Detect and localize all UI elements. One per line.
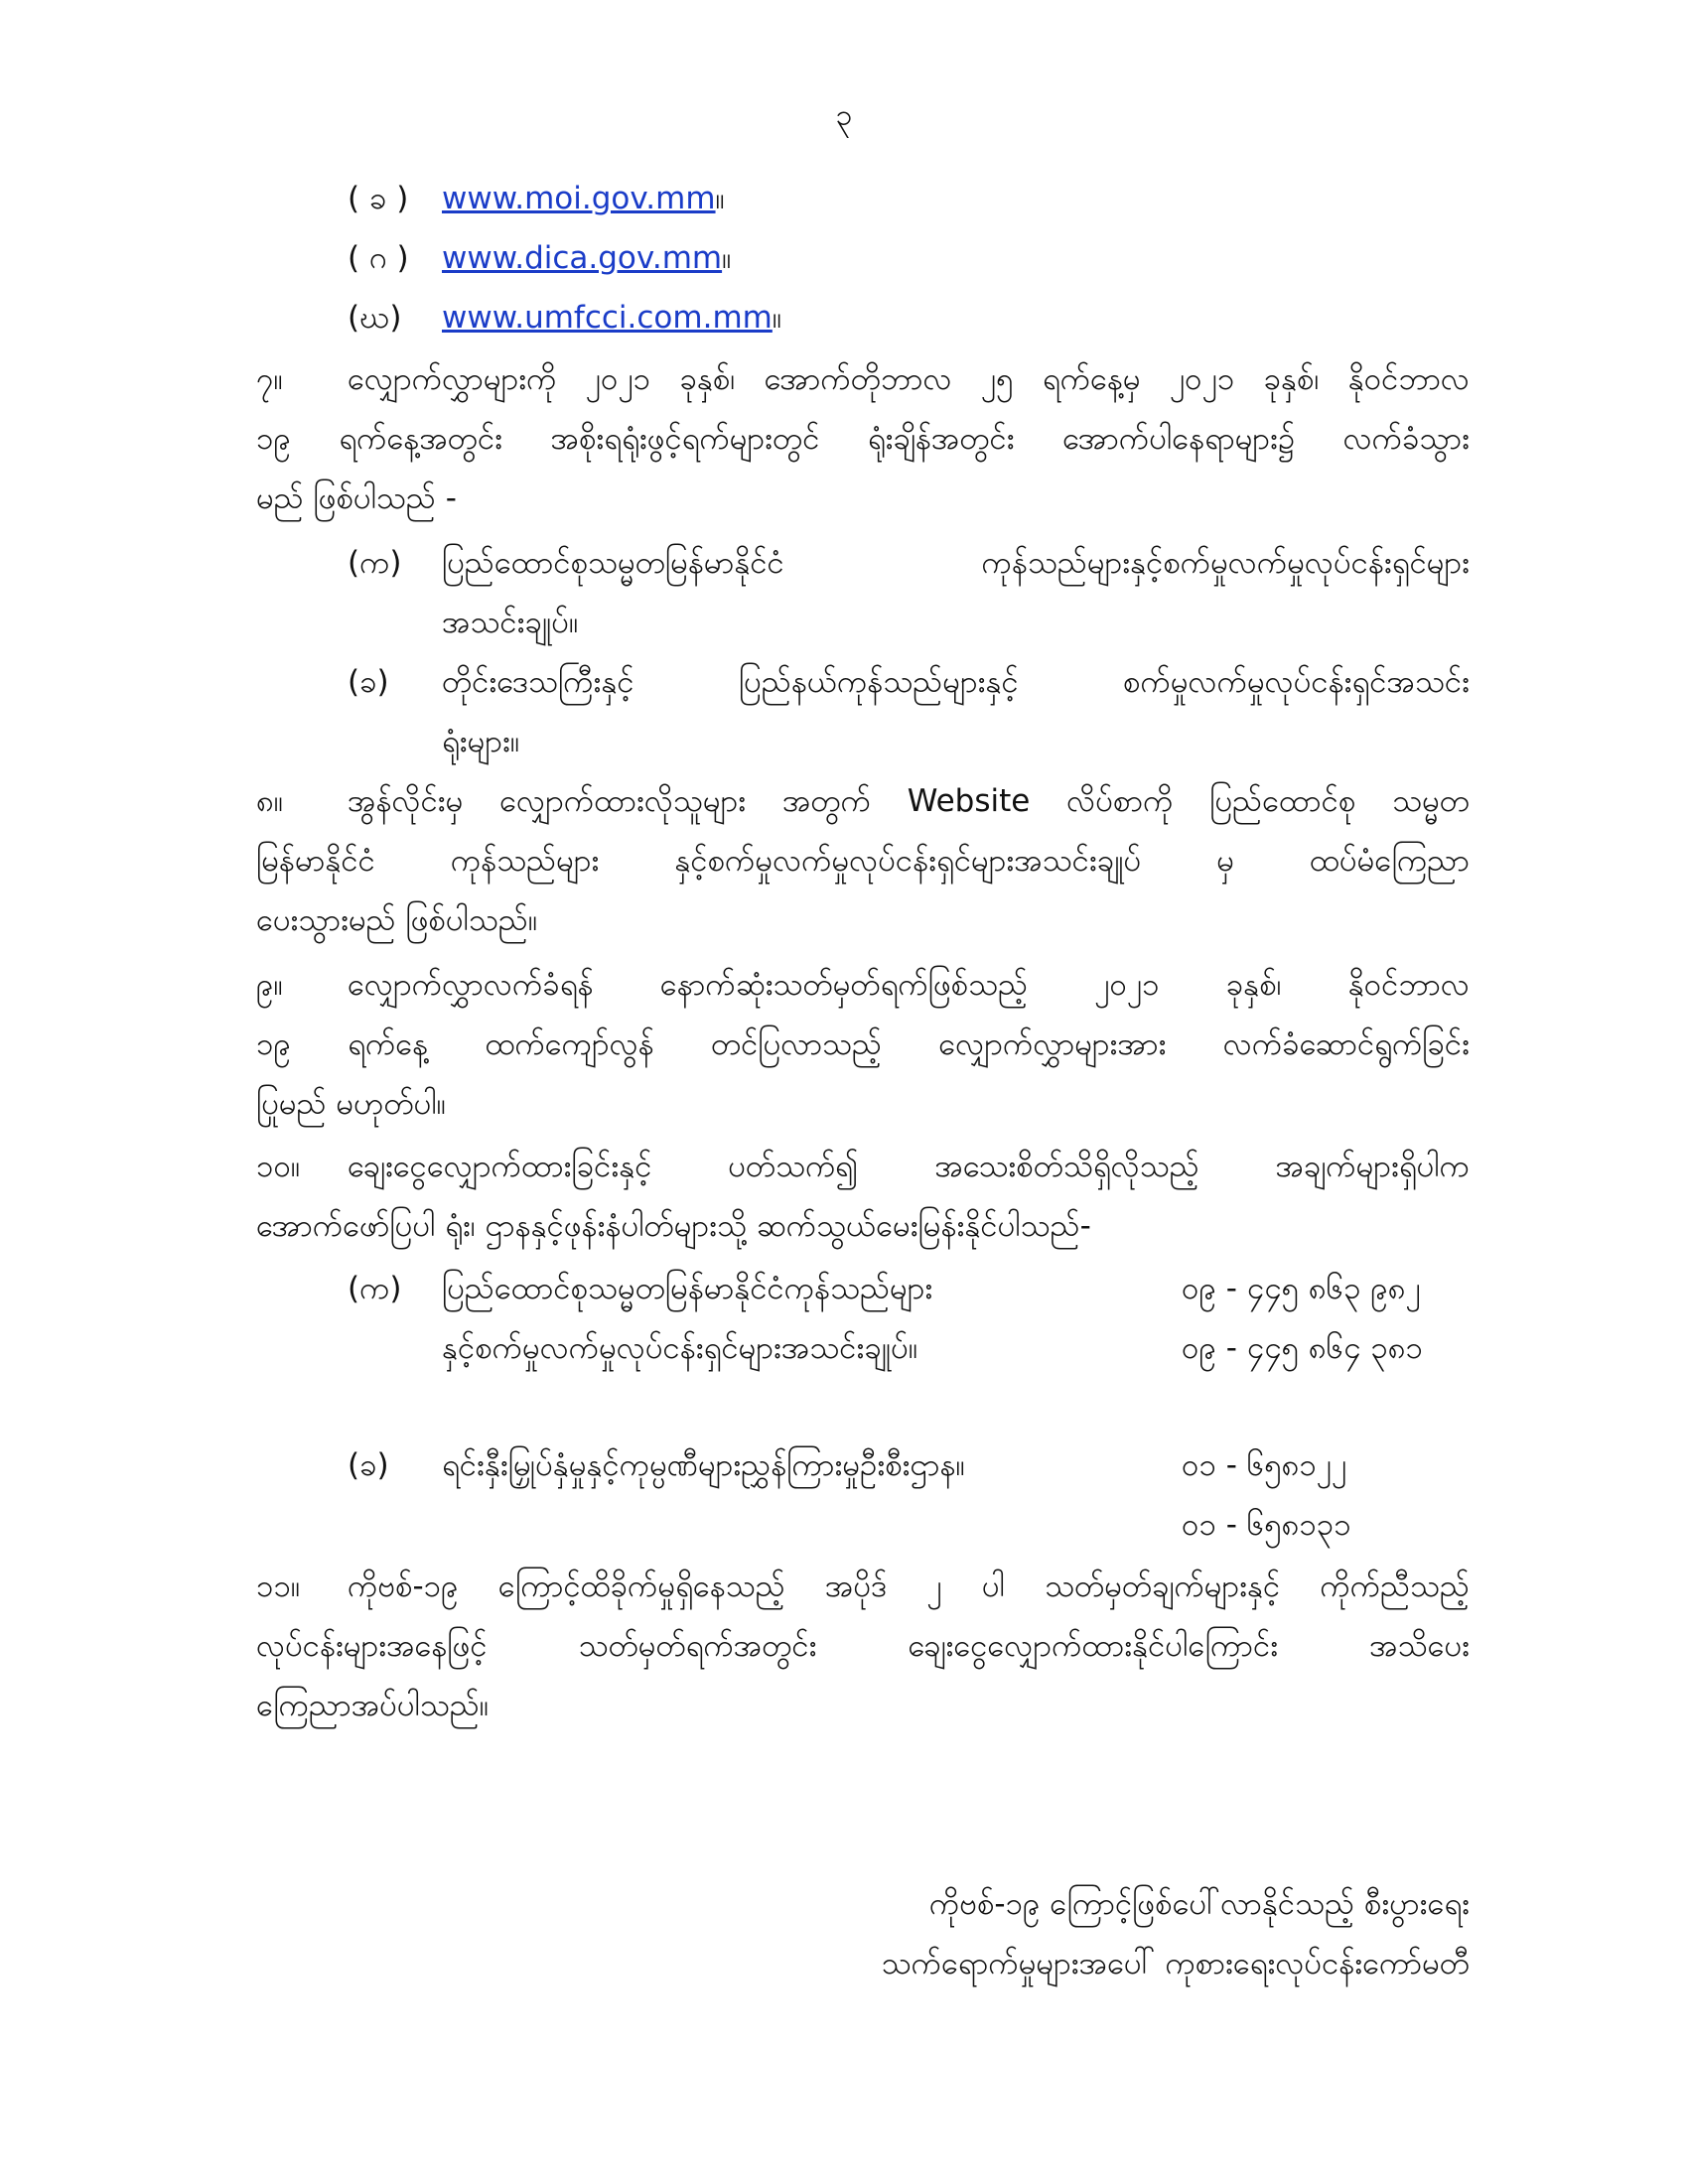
phone-number: ၀၉ - ၄၄၅ ၈၆၃ ၉၈၂ [1182, 1271, 1421, 1306]
contact-office: ရင်းနှီးမြှုပ်နှံမှုနှင့်ကုမ္ပဏီများညွှန်ကြားမှုဦးစီးဌာန။ [442, 1447, 965, 1483]
phone-number: ၀၁ - ၆၅၈၁၂၂ [1182, 1447, 1347, 1483]
paragraph-line: လုပ်ငန်းများအနေဖြင့် သတ်မှတ်ရက်အတွင်း ချေးငွေလျှောက်ထားနိုင်ပါကြောင်း အသိပေး [256, 1628, 1470, 1664]
list-item [442, 238, 731, 278]
paragraph-line: ၁၉ ရက်နေ့အတွင်း အစိုးရရုံးဖွင့်ရက်များတွင် ရုံးချိန်အတွင်း အောက်ပါနေရာများ၌ လက်ခံသွား [256, 421, 1470, 457]
list-item-suffix: ။ [722, 240, 732, 276]
paragraph-line: ၁၉ ရက်နေ့ ထက်ကျော်လွန် တင်ပြလာသည့် လျှောက်လွှာများအား လက်ခံဆောင်ရွက်ခြင်း [256, 1026, 1470, 1062]
contact-marker: (က) [348, 1271, 402, 1306]
paragraph-number: ၁၁။ [256, 1569, 301, 1604]
paragraph-line: ကိုဗစ်-၁၉ ကြောင့်ထိခိုက်မှုရှိနေသည့် အပိုဒ် ၂ ပါ သတ်မှတ်ချက်များနှင့် ကိုက်ညီသည့် [348, 1569, 1470, 1604]
paragraph-number: ၇။ [256, 361, 283, 397]
sub-item-line: တိုင်းဒေသကြီးနှင့် ပြည်နယ်ကုန်သည်များနှင့် စက်မှုလက်မှုလုပ်ငန်းရှင်အသင်း [442, 664, 1470, 700]
sub-item-marker: (က) [348, 545, 402, 581]
list-item-suffix: ။ [772, 300, 782, 336]
list-item [442, 298, 781, 338]
website-link[interactable]: www.dica.gov.mm [442, 240, 723, 276]
phone-number: ၀၁ - ၆၅၈၁၃၁ [1182, 1507, 1351, 1543]
paragraph-line: လျှောက်လွှာများကို ၂၀၂၁ ခုနှစ်၊ အောက်တိုဘာလ ၂၅ ရက်နေ့မှ ၂၀၂၁ ခုနှစ်၊ နိုဝင်ဘာလ [348, 361, 1470, 397]
website-link[interactable]: www.umfcci.com.mm [442, 300, 773, 336]
paragraph-line: အောက်ဖော်ပြပါ ရုံး၊ ဌာနနှင့်ဖုန်းနံပါတ်များသို့ ဆက်သွယ်မေးမြန်းနိုင်ပါသည်- [256, 1208, 1091, 1244]
paragraph-line: လျှောက်လွှာလက်ခံရန် နောက်ဆုံးသတ်မှတ်ရက်ဖြစ်သည့် ၂၀၂၁ ခုနှစ်၊ နိုဝင်ဘာလ [348, 967, 1470, 1003]
paragraph-number: ၁၀။ [256, 1149, 301, 1184]
list-marker: ( ခ ) [348, 181, 409, 216]
paragraph-number: ၉။ [256, 967, 283, 1003]
sub-item-line: အသင်းချုပ်။ [442, 605, 579, 640]
list-item [442, 179, 725, 218]
committee-name-line: ကိုဗစ်-၁၉ ကြောင့်ဖြစ်ပေါ်လာနိုင်သည့် စီးပွားရေး [928, 1886, 1470, 1922]
contact-office: နှင့်စက်မှုလက်မှုလုပ်ငန်းရှင်များအသင်းချုပ်။ [442, 1330, 918, 1366]
paragraph-line: ပေးသွားမည် ဖြစ်ပါသည်။ [256, 902, 538, 938]
paragraph-line: ချေးငွေလျှောက်ထားခြင်းနှင့် ပတ်သက်၍ အသေးစိတ်သိရှိလိုသည့် အချက်များရှိပါက [348, 1149, 1470, 1184]
page-number: ၃ [835, 98, 853, 133]
phone-number: ၀၉ - ၄၄၅ ၈၆၄ ၃၈၁ [1182, 1330, 1423, 1366]
sub-item-line: ပြည်ထောင်စုသမ္မတမြန်မာနိုင်ငံ ကုန်သည်များနှင့်စက်မှုလက်မှုလုပ်ငန်းရှင်များ [442, 545, 1470, 581]
contact-marker: (ခ) [348, 1447, 389, 1483]
paragraph-line: ပြုမည် မဟုတ်ပါ။ [256, 1086, 447, 1122]
sub-item-line: ရုံးများ။ [442, 724, 520, 759]
paragraph-line: ကြေညာအပ်ပါသည်။ [256, 1688, 490, 1723]
paragraph-line: မည် ဖြစ်ပါသည် - [256, 480, 457, 516]
list-marker: ( ဂ ) [348, 240, 409, 276]
website-link[interactable]: www.moi.gov.mm [442, 181, 716, 216]
list-item-suffix: ။ [715, 181, 725, 216]
committee-name-line: သက်ရောက်မှုများအပေါ် ကုစားရေးလုပ်ငန်းကော်မတီ [881, 1946, 1470, 1981]
list-marker: (ဃ) [348, 300, 402, 336]
paragraph-line: မြန်မာနိုင်ငံ ကုန်သည်များ နှင့်စက်မှုလက်မှုလုပ်ငန်းရှင်များအသင်းချုပ် မှ ထပ်မံကြေညာ [256, 843, 1470, 879]
sub-item-marker: (ခ) [348, 664, 389, 700]
paragraph-number: ၈။ [256, 783, 284, 819]
contact-office: ပြည်ထောင်စုသမ္မတမြန်မာနိုင်ငံကုန်သည်များ [442, 1271, 933, 1306]
paragraph-line: အွန်လိုင်းမှ လျှောက်ထားလိုသူများ အတွက် Website လိပ်စာကို ပြည်ထောင်စု သမ္မတ [348, 783, 1470, 819]
